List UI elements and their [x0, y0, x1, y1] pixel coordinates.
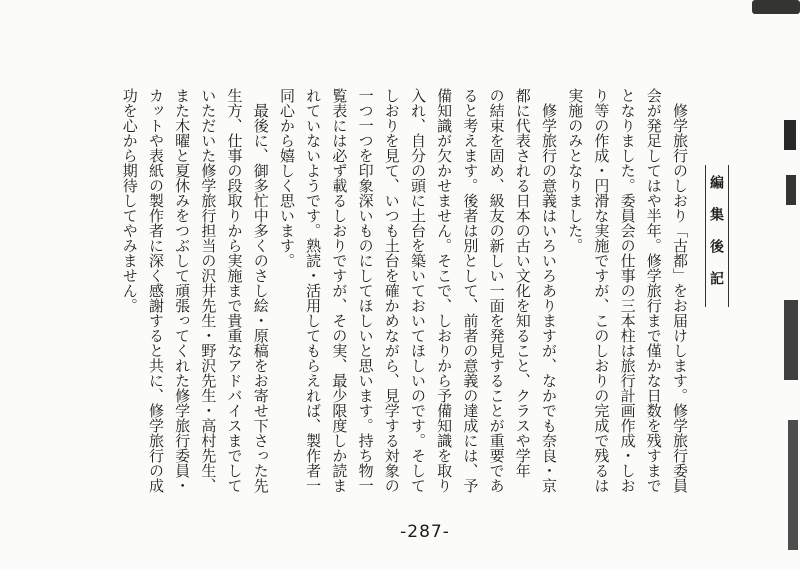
- text-line: の結束を固め、級友の新しい一面を発見することが重要であ: [487, 88, 506, 493]
- text-line: 覧表には必ず載るしおりですが、その実、最少限度しか読ま: [330, 88, 349, 493]
- scan-smudge: [788, 420, 798, 550]
- text-line: 修学旅行の意義はいろいろありますが、なかでも奈良・京: [539, 103, 558, 493]
- text-line: 修学旅行のしおり「古都」をお届けします。修学旅行委員: [671, 103, 689, 493]
- text-line: り等の作成・円滑な実施ですが、このしおりの完成で残るは: [592, 88, 611, 493]
- text-line: れていないようです。熟読・活用してもらえれば、製作者一: [304, 88, 323, 493]
- text-line: しおりを見て、いつも土台を確かめながら、見学する対象の: [382, 88, 401, 493]
- afterword-body: [117, 88, 693, 518]
- scan-smudge: [752, 0, 800, 14]
- text-line: カットや表紙の製作者に深く感謝すると共に、修学旅行の成: [146, 88, 165, 493]
- text-line: 備知識が欠かせません。そこで、しおりから予備知識を取り: [435, 88, 454, 493]
- scan-smudge: [784, 300, 798, 380]
- text-line: 実施のみとなりました。: [566, 88, 585, 253]
- text-line: 会が発足してはや半年。修学旅行まで僅かな日数を残すまで: [644, 88, 663, 493]
- text-line: 功を心から期待してやみません。: [120, 88, 139, 313]
- page-number: -287-: [400, 522, 450, 542]
- text-line: 一つ一つを印象深いものにしてほしいと思います。持ち物一: [356, 88, 375, 493]
- text-line: 都に代表される日本の古い文化を知ること、クラスや学年: [513, 88, 532, 478]
- text-line: 生方、仕事の段取りから実施まで貴重なアドバイスまでして: [225, 88, 244, 493]
- scan-smudge: [784, 120, 796, 150]
- text-line: 入れ、自分の頭に土台を築いておいてほしいのです。そして: [408, 88, 427, 493]
- text-line: ると考えます。後者は別として、前者の意義の達成には、予: [461, 88, 480, 493]
- text-line: 同心から嬉しく思います。: [277, 88, 296, 268]
- page-title: 編集後記: [705, 165, 729, 307]
- text-line: 最後に、御多忙中多くのさし絵・原稿をお寄せ下さった先: [251, 103, 270, 493]
- text-line: となりました。委員会の仕事の三本柱は旅行計画作成・しお: [618, 88, 637, 493]
- scan-smudge: [786, 175, 796, 205]
- text-line: また木曜と夏休みをつぶして頑張ってくれた修学旅行委員・: [173, 88, 192, 493]
- text-line: いただいた修学旅行担当の沢井先生・野沢先生・高村先生、: [199, 88, 218, 493]
